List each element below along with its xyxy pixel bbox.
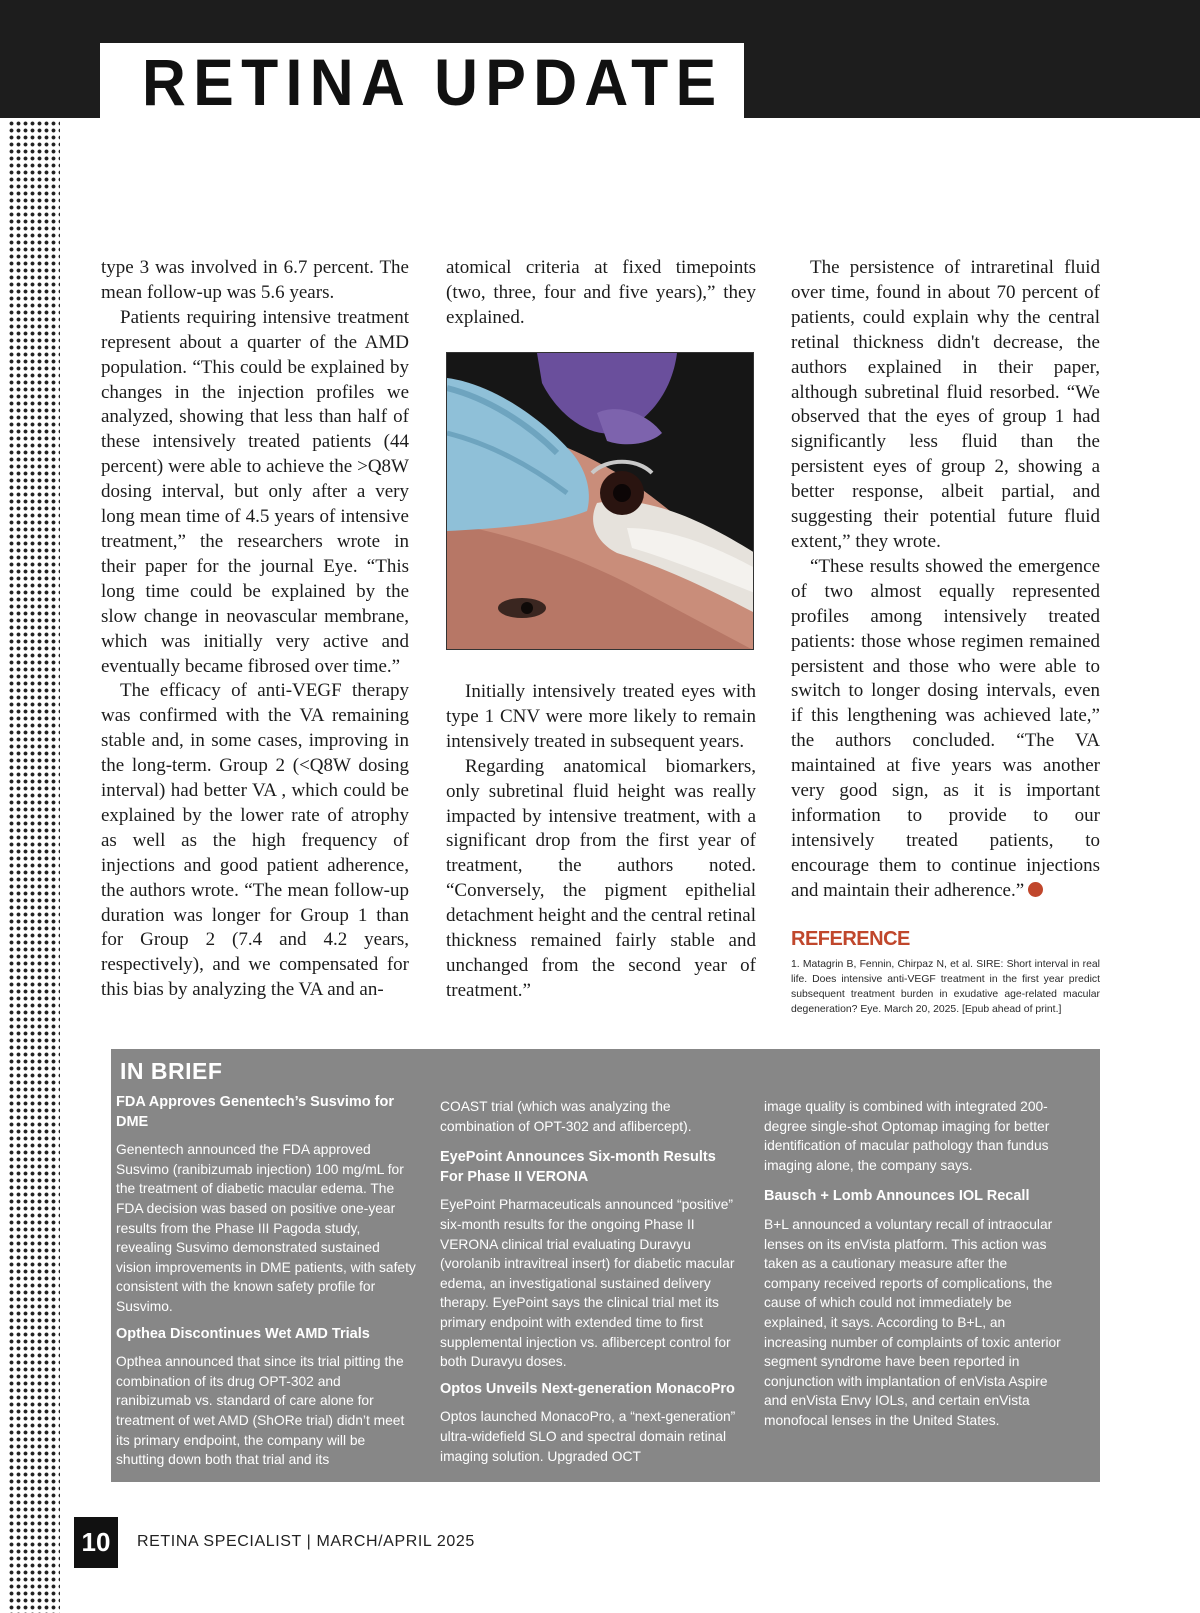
brief-paragraph: Optos launched MonacoPro, a “next-generation” ultra-widefield SLO and spectral domain retinal imaging solution. Upgraded OCT bbox=[440, 1409, 736, 1464]
in-brief-column-2 bbox=[440, 1097, 740, 1474]
paragraph: Initially intensively treated eyes with type 1 CNV were more likely to remain intensively treated in subsequent years. bbox=[446, 681, 756, 752]
brief-headline: Bausch + Lomb Announces IOL Recall bbox=[764, 1188, 1030, 1205]
paragraph-text: “These results showed the emergence of two almost equally represented profiles among intensively treated patients: those whose regimen remained persistent and those who were able to switch to longer dosing intervals, even if this lengthening was achieved late,” the authors concluded. “The VA maintained at five years was another very good sign, as it is important information to provide to our intensively treated patients, to encourage them to continue injections and maintain their adherence.” bbox=[791, 555, 1100, 901]
paragraph: atomical criteria at fixed timepoints (two, three, four and five years),” they explained. bbox=[446, 257, 756, 328]
dot-pattern-decoration bbox=[8, 120, 60, 1613]
paragraph: The persistence of intraretinal fluid over time, found in about 70 percent of patients, could explain why the central retinal thickness didn't decrease, the authors explained in their paper, although subretinal fluid resorbed. “We observed that the eyes of group 1 had significantly less fluid than the persistent eyes of group 2, showing a better response, albeit partial, and suggesting their potential future fluid extent,” they wrote. bbox=[791, 257, 1100, 552]
brief-paragraph: image quality is combined with integrated 200-degree single-shot Optomap imaging for better identification of macular pathology than fundus imaging alone, the company says. bbox=[764, 1099, 1050, 1173]
brief-headline: EyePoint Announces Six-month Results For Phase II VERONA bbox=[440, 1149, 716, 1185]
paragraph: type 3 was involved in 6.7 percent. The mean follow-up was 5.6 years. bbox=[101, 257, 409, 303]
paragraph: Patients requiring intensive treatment represent about a quarter of the AMD population. “This could be explained by changes in the injection profiles we analyzed, showing that less than half of these intensively treated patients (44 percent) were able to achieve the >Q8W dosing interval, but only after a very long mean time of 4.5 years of intensive treatment,” the researchers wrote in their paper for the journal Eye. “This long time could be explained by the slow change in neovascular membrane, which was initially very active and eventually became fibrosed over time.” bbox=[101, 306, 409, 677]
article-column-1 bbox=[101, 256, 409, 1003]
in-brief-title: IN BRIEF bbox=[120, 1058, 223, 1084]
section-title: RETINA UPDATE bbox=[142, 45, 724, 119]
paragraph: Regarding anatomical biomarkers, only subretinal fluid height was really impacted by intensive treatment, with a significant drop from the first year of treatment, the authors noted. “Conversely, the pigment epithelial detachment height and the central retinal thickness remained fairly stable and unchanged from the second year of treatment.” bbox=[446, 755, 756, 1001]
photo-eye-injection bbox=[447, 353, 754, 650]
article-column-2-top bbox=[446, 256, 756, 331]
paragraph: The efficacy of anti-VEGF therapy was confirmed with the VA remaining stable and, in some cases, improving in the long-term. Group 2 (<Q8W dosing interval) had better VA , which could be explained by the lower rate of atrophy as well as the high frequency of injections and good patient adherence, the authors wrote. “The mean follow-up duration was longer for Group 1 than for Group 2 (7.4 and 4.2 years, respectively), and we compensated for this bias by analyzing the VA and an- bbox=[101, 680, 409, 1001]
brief-headline: Optos Unveils Next-generation MonacoPro bbox=[440, 1380, 735, 1397]
in-brief-column-3 bbox=[764, 1097, 1064, 1439]
reference-text: 1. Matagrin B, Fennin, Chirpaz N, et al. SIRE: Short interval in real life. Does intensive anti-VEGF treatment in the first year predict subsequent treatment burden in exudative age-related macular degeneration? Eye. March 20, 2025. [Epub ahead of print.] bbox=[791, 959, 1100, 1015]
article-column-3 bbox=[791, 256, 1100, 904]
in-brief-box bbox=[111, 1049, 1100, 1482]
in-brief-column-1 bbox=[116, 1093, 416, 1478]
brief-paragraph: Opthea announced that since its trial pitting the combination of its drug OPT-302 and ranibizumab vs. standard of care alone for treatment of wet AMD (ShORe trial) didn’t meet its primary endpoint, the company will be shutting down both that trial and its bbox=[116, 1354, 405, 1468]
article-column-2-bottom bbox=[446, 680, 756, 1004]
brief-headline: Opthea Discontinues Wet AMD Trials bbox=[116, 1325, 370, 1342]
section-title-box bbox=[100, 43, 744, 118]
publication-footer: RETINA SPECIALIST | MARCH/APRIL 2025 bbox=[137, 1533, 475, 1550]
brief-paragraph: Genentech announced the FDA approved Susvimo (ranibizumab injection) 100 mg/mL for the treatment of diabetic macular edema. The FDA decision was based on positive one-year results from the Phase III Pagoda study, revealing Susvimo demonstrated sustained vision improvements in DME patients, with safety consistent with the known safety profile for Susvimo. bbox=[116, 1142, 416, 1314]
article-photo bbox=[446, 352, 754, 650]
brief-headline: FDA Approves Genentech’s Susvimo for DME bbox=[116, 1094, 394, 1130]
end-mark-icon bbox=[1028, 882, 1043, 897]
brief-paragraph: B+L announced a voluntary recall of intraocular lenses on its enVista platform. This action was taken as a cautionary measure after the company received reports of complications, the cause of which could not immediately be explained, it says. According to B+L, an increasing number of complaints of toxic anterior segment syndrome have been reported in conjunction with implantation of enVista Aspire and enVista Envy IOLs, and certain enVista monofocal lenses in the United States. bbox=[764, 1216, 1061, 1428]
paragraph bbox=[791, 555, 1100, 904]
page-number: 10 bbox=[74, 1517, 118, 1568]
reference-heading: REFERENCE bbox=[791, 928, 910, 950]
brief-paragraph: COAST trial (which was analyzing the combination of OPT-302 and aflibercept). bbox=[440, 1099, 692, 1134]
brief-paragraph: EyePoint Pharmaceuticals announced “positive” six-month results for the ongoing Phase II VERONA clinical trial evaluating Duravyu (vorolanib intravitreal insert) for diabetic macular edema, an investigational sustained delivery therapy. EyePoint says the clinical trial met its primary endpoint with extended time to first supplemental injection vs. aflibercept control for both Duravyu doses. bbox=[440, 1197, 735, 1370]
